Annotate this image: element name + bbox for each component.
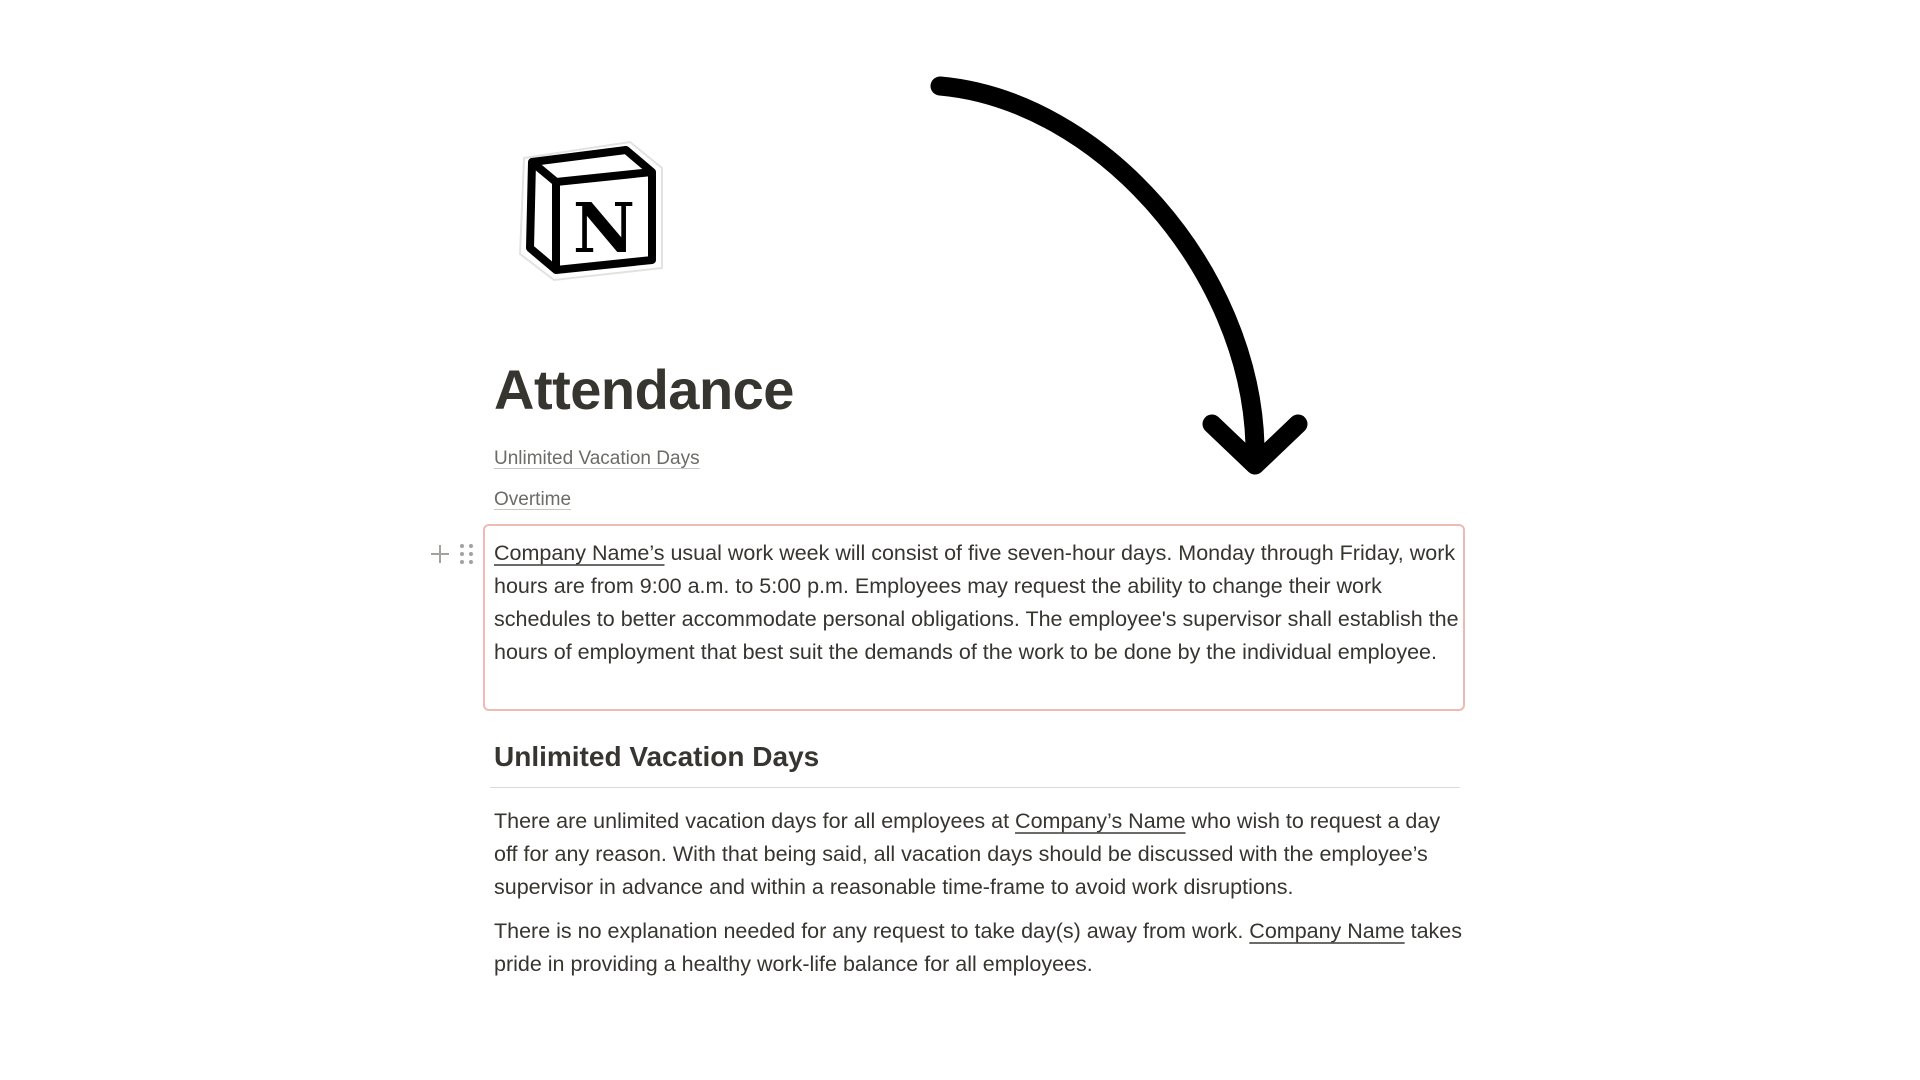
- intro-paragraph[interactable]: [494, 537, 1459, 669]
- intro-text: usual work week will consist of five seven-hour days. Monday through Friday, work hours are from 9:00 a.m. to 5:00 p.m. Employees may request the ability to change their work schedules to better accommodate personal obligations. The employee's supervisor shall establish the hours of employment that best suit the demands of the work to be done by the individual employee.: [494, 541, 1459, 664]
- vacation-paragraph-2[interactable]: [494, 915, 1469, 981]
- page-title: Attendance: [494, 358, 794, 421]
- company-name-link[interactable]: Company’s Name: [1015, 809, 1186, 833]
- drag-handle-icon[interactable]: [460, 542, 476, 566]
- vacation-text-2a: There is no explanation needed for any request to take day(s) away from work.: [494, 919, 1250, 943]
- page-link-unlimited-vacation-days[interactable]: Unlimited Vacation Days: [494, 448, 700, 469]
- section-heading-vacation: Unlimited Vacation Days: [494, 741, 820, 772]
- vacation-text-2b: takes pride in providing a healthy work-life balance for all employees.: [494, 919, 1463, 976]
- heading-divider: [490, 787, 1460, 788]
- svg-text:N: N: [572, 189, 636, 269]
- vacation-text-1b: who wish to request a day off for any reason. With that being said, all vacation days should be discussed with the employee’s supervisor in advance and within a reasonable time-frame to avoid work disruptions.: [494, 809, 1441, 899]
- vacation-paragraph-1[interactable]: [494, 805, 1469, 904]
- vacation-text-1a: There are unlimited vacation days for all employees at: [494, 809, 1016, 833]
- company-name-link[interactable]: Company Name: [1249, 919, 1405, 943]
- add-block-icon[interactable]: [428, 542, 452, 566]
- company-name-link[interactable]: Company Name’s: [494, 541, 665, 565]
- block-controls: [428, 540, 476, 568]
- notion-logo-icon: [512, 128, 670, 286]
- page-link-overtime[interactable]: Overtime: [494, 489, 572, 510]
